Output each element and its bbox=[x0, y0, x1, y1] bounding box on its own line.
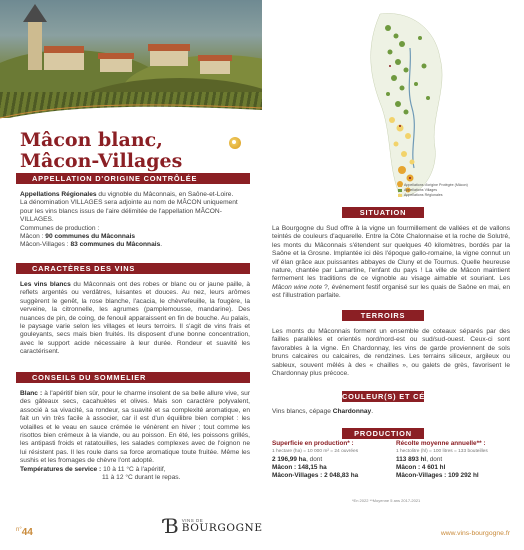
harvest-macon-villages: Mâcon-Villages : 109 292 hl bbox=[396, 472, 479, 479]
terroirs-text: Les monts du Mâconnais forment un ensemble de coteaux séparés par des failles parallèles et orientés nord/nord-est ou sud/sud-ouest. Ceux-ci sont favorables à la vigne. En Chardonnay, les vins de garde proviennent de sols bruns calcaires ou calcaires, de rendzines. Les terrains siliceux, argileux ou sableux, souvent mêlés à des « chailles », ou galets de grès, favorisent le Chardonnay plus précoce. bbox=[272, 328, 510, 378]
temperature-aperitif: 10 à 11 °C à l'apéritif, bbox=[101, 465, 166, 473]
brand-big: BOURGOGNE bbox=[181, 522, 263, 534]
situation-body-end: ?, événement festif organisé sur les quais de Saône en mai, en est l'illustration parfaite. bbox=[272, 283, 511, 300]
vineyard-map bbox=[340, 8, 490, 203]
page-prefix: n° bbox=[16, 527, 22, 533]
conseils-body: à l'apéritif bien sûr, pour le charme insolent de sa belle allure vive, sur des gâteaux secs, cacahuètes et olives. Mais son caractère polyvalent, associé à sa vivacité, sa rondeur, sa suavité et sa complexité aromatique, en fait un vin très facile à associer, car il est d'un équilibre bien complet : les volailles et le veau en sauce crémée le vénèrent en hiver ; tout comme les risottos bien crémeux à la viande, ou au poisson. En été, les poissons grillés, les antipasti froids et ratatouilles, les salades complexes avec de l'oignon ne lui résistent pas. Il les roule dans sa force aromatique toute fruitée. Même les sushis et les fromages de chèvre l'ont adopté. bbox=[20, 390, 250, 465]
period: . bbox=[371, 408, 374, 415]
surface-suffix: , dont bbox=[306, 456, 323, 463]
harvest-total: 113 893 hl bbox=[396, 456, 427, 463]
situation-body: La Bourgogne du Sud offre à la vigne un fourmillement de vallées et de vallons teintés de couleurs d'aquarelle. Entre la Côte Chalonnaise et la roche de Solutré, les monts du Mâconnais s'étendent sur quelques 40 kilomètres, bordés par la Saône et la Grosne. Implantée ici dès l'époque gallo-romaine, la vigne connut un vif élan grâce aux puissantes abbayes de Cluny et de Tournus. Quelle heureuse nature, chantée par Lamartine, l'enfant du pays ! La ville de Mâcon maintient fermement les traditions de ce vignoble au visage aimable et souriant. Les bbox=[272, 225, 510, 283]
production-footnote: *En 2022 **Moyenne 5 ans 2017-2021 bbox=[352, 498, 421, 503]
surface-macon-villages: Mâcon-Villages : 2 048,83 ha bbox=[272, 472, 359, 479]
surface-total: 2 196,99 ha bbox=[272, 456, 307, 463]
cepage-label: , cépage bbox=[305, 408, 333, 415]
harvest-label: Récolte moyenne annuelle** : bbox=[396, 440, 486, 447]
vins-de-bourgogne-logo bbox=[164, 516, 263, 536]
bourgogne-dot-icon bbox=[229, 137, 241, 149]
photo-wave-divider bbox=[0, 100, 262, 130]
situation-text bbox=[272, 225, 510, 301]
section-heading-aoc: APPELLATION D'ORIGINE CONTRÔLÉE bbox=[16, 173, 250, 184]
surface-macon: Mâcon : 148,15 ha bbox=[272, 464, 327, 471]
surface-label: Superficie en production* : bbox=[272, 440, 354, 447]
section-heading-conseils: CONSEILS DU SOMMELIER bbox=[16, 372, 250, 383]
caracteres-text bbox=[20, 281, 250, 357]
section-heading-caracteres: CARACTÈRES DES VINS bbox=[16, 263, 250, 274]
temperature-repas: 11 à 12 °C durant le repas. bbox=[102, 474, 181, 482]
section-heading-couleurs: COULEUR(S) ET CÉPAGE(S) bbox=[342, 392, 461, 401]
vins-blancs-label: Les vins blancs bbox=[20, 281, 71, 288]
surface-unit: 1 hectare (ha) = 10 000 m² = 24 ouvrées bbox=[272, 449, 359, 454]
harvest-macon: Mâcon : 4 601 hl bbox=[396, 464, 446, 471]
section-heading-situation: SITUATION bbox=[342, 207, 424, 218]
page-value: 44 bbox=[21, 527, 33, 538]
legend-label: Appellations Régionales bbox=[404, 193, 443, 197]
macon-villages-communes: 83 communes du Mâconnais bbox=[70, 241, 161, 249]
macon-label: Mâcon : bbox=[20, 233, 46, 241]
aoc-text bbox=[20, 191, 250, 250]
temperatures-label: Températures de service : bbox=[20, 465, 102, 473]
blanc-label: Blanc : bbox=[20, 390, 43, 397]
production-surface-column bbox=[272, 440, 390, 480]
page-title bbox=[20, 130, 250, 172]
period: . bbox=[160, 241, 163, 249]
harvest-suffix: , dont bbox=[426, 456, 443, 463]
brand-small: VINS DE bbox=[181, 518, 204, 523]
macon-communes: 90 communes du Mâconnais bbox=[45, 233, 136, 241]
section-heading-terroirs: TERROIRS bbox=[342, 310, 424, 321]
title-line-1: Mâcon blanc, bbox=[20, 129, 163, 151]
couleurs-text bbox=[272, 408, 510, 416]
production-harvest-column bbox=[396, 440, 514, 480]
conseils-text bbox=[20, 390, 250, 482]
legend-label: Appellations Villages bbox=[404, 188, 438, 192]
aoc-regional-text: du vignoble du Mâconnais, en Saône-et-Loire. bbox=[96, 191, 234, 198]
legend-label: Appellations d'origine Protégée (Mâcon) bbox=[404, 183, 468, 187]
couleur-label: Vins blancs bbox=[272, 408, 306, 415]
cepage-value: Chardonnay bbox=[332, 408, 372, 415]
b-logo-icon: Ɓ bbox=[164, 514, 179, 538]
legend-item bbox=[398, 193, 468, 198]
aoc-regional-label: Appellations Régionales bbox=[20, 191, 97, 198]
harvest-unit: 1 hectolitre (hl) = 100 litres = 133 bouteilles bbox=[396, 449, 488, 454]
caracteres-body: du Mâconnais ont des robes or blanc ou or jaune paille, à reflets argentés ou verdâtres, luisantes et douces. Au nez, leurs arômes suggèrent le genêt, la rose blanche, l'acacia, le chèvrefeuille, la fougère, la verveine, la citronnelle, les agrumes (pamplemousse, mandarine). Des nuances de pin, de coing, de fenouil apparaissent en fin de bouche. Au palais, le paysage varie selon les villages et leurs terroirs. Il s'agit de vins frais et gouleyants, secs mais bien fruités. Ils disposent d'une bonne concentration, avec le support acide nécessaire à leur durée. Rondeur et suavité les caractérisent. bbox=[20, 281, 250, 356]
section-heading-production: PRODUCTION bbox=[342, 428, 424, 439]
aoc-villages-text: La dénomination VILLAGES sera adjointe au nom de MÂCON uniquement pour les vins blancs issus de l'aire délimitée de l'appellation MÂCON-VILLAGES. bbox=[20, 199, 238, 224]
title-line-2: Mâcon-Villages bbox=[20, 150, 183, 172]
aoc-communes-label: Communes de production : bbox=[20, 224, 100, 232]
macon-villages-label: Mâcon-Villages : bbox=[20, 241, 71, 249]
macon-wine-note: Mâcon wine note bbox=[272, 283, 323, 291]
website-link[interactable]: www.vins-bourgogne.fr bbox=[440, 530, 510, 537]
page-number bbox=[16, 527, 33, 538]
map-legend bbox=[398, 183, 468, 198]
